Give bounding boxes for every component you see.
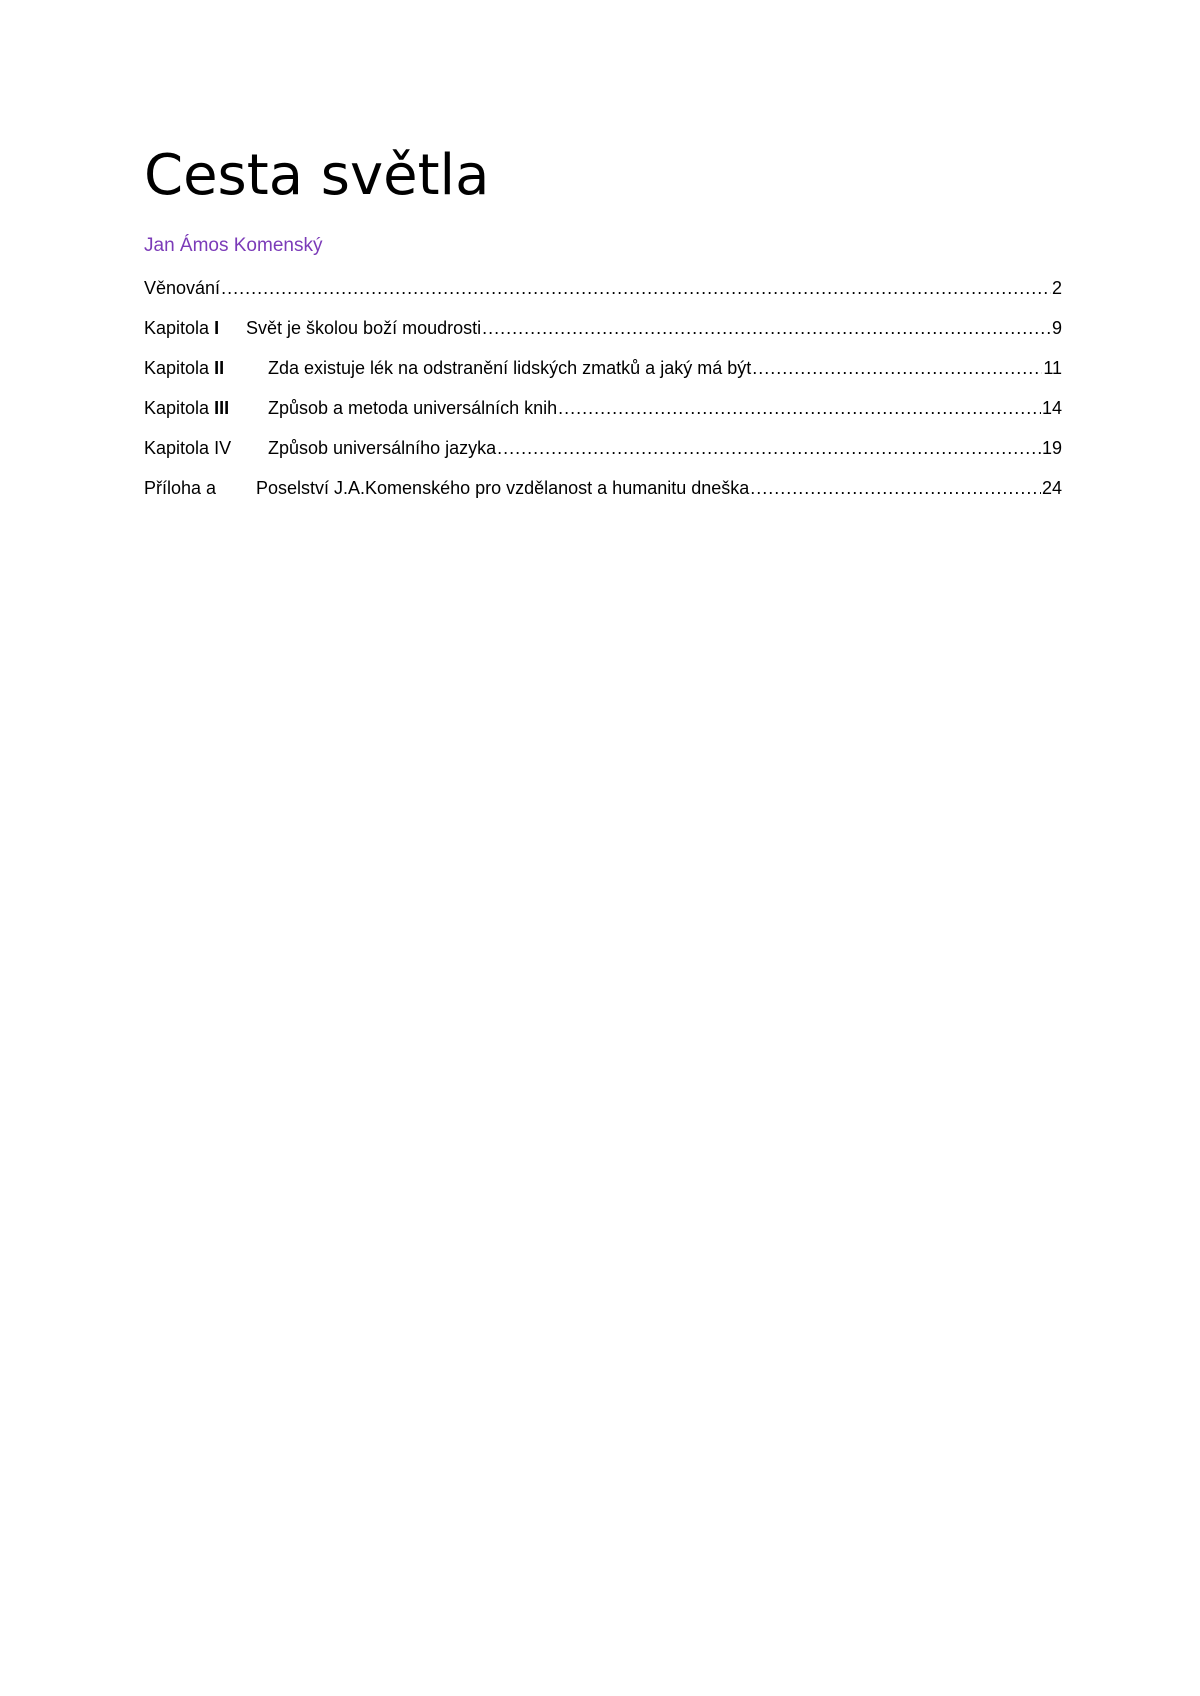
toc-entry-title: Poselství J.A.Komenského pro vzdělanost a humanitu dneška [256, 478, 750, 498]
toc-entry-dedication[interactable] [144, 274, 1062, 314]
toc-entry-chapter-3[interactable] [144, 394, 1062, 434]
toc-dot-leader [221, 274, 1051, 302]
toc-entry-chapter-2[interactable] [144, 354, 1062, 394]
toc-entry-chapter-4[interactable] [144, 434, 1062, 474]
toc-entry-label: Kapitola I [144, 318, 220, 338]
toc-entry-label: Kapitola IV [144, 438, 232, 458]
toc-page-number: 2 [1051, 278, 1062, 298]
document-title: Cesta světla [144, 143, 490, 208]
toc-dot-leader [750, 474, 1041, 502]
toc-entry-title: Svět je školou boží moudrosti [246, 318, 482, 338]
toc-page-number: 19 [1041, 438, 1062, 458]
toc-dot-leader [482, 314, 1051, 342]
toc-entry-label: Kapitola II [144, 358, 225, 378]
toc-page-number: 24 [1041, 478, 1062, 498]
toc-entry-title: Způsob a metoda universálních knih [268, 398, 558, 418]
table-of-contents [144, 274, 1062, 514]
toc-entry-title: Zda existuje lék na odstranění lidských zmatků a jaký má být [268, 358, 752, 378]
toc-dot-leader [497, 434, 1041, 462]
toc-page-number: 14 [1041, 398, 1062, 418]
toc-page-number: 9 [1051, 318, 1062, 338]
toc-dot-leader [752, 354, 1042, 382]
toc-entry-chapter-1[interactable] [144, 314, 1062, 354]
toc-entry-label: Kapitola III [144, 398, 230, 418]
toc-entry-title: Způsob universálního jazyka [268, 438, 497, 458]
toc-entry-label: Příloha a [144, 478, 217, 498]
toc-entry-title: Věnování [144, 278, 221, 298]
document-author: Jan Ámos Komenský [144, 235, 323, 256]
toc-dot-leader [558, 394, 1041, 422]
toc-page-number: 11 [1043, 358, 1062, 378]
toc-entry-appendix[interactable] [144, 474, 1062, 514]
